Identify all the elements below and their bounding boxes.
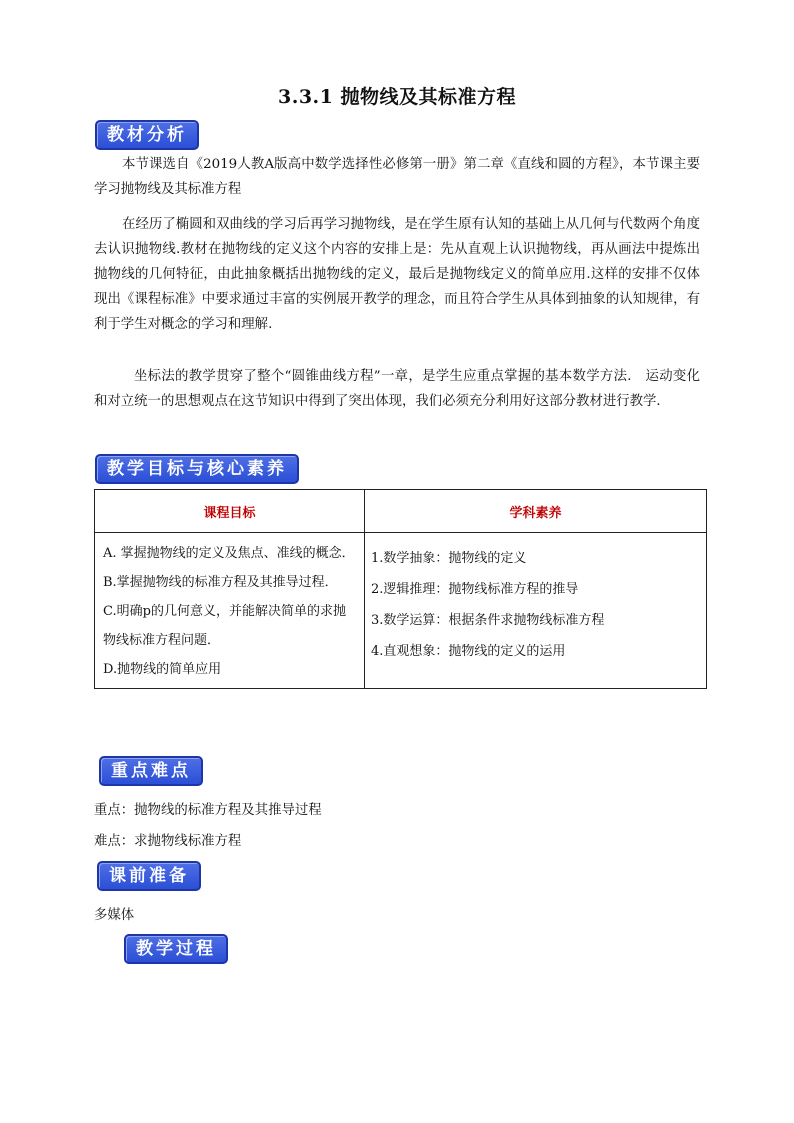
- literacy-item: 2.逻辑推理：抛物线标准方程的推导: [371, 582, 579, 597]
- literacy-item: 4.直观想象：抛物线的定义的运用: [371, 644, 566, 659]
- goals-table: [94, 489, 707, 689]
- course-goal-item: B.掌握抛物线的标准方程及其推导过程．: [103, 575, 338, 590]
- difficult-point-text: 难点：求抛物线标准方程: [94, 834, 242, 849]
- course-goals-cell: [95, 533, 365, 689]
- header-course-goals: 课程目标: [95, 490, 365, 533]
- course-goal-item: D.抛物线的简单应用: [103, 662, 222, 677]
- section-badge-goals: 教学目标与核心素养: [95, 454, 299, 484]
- literacy-item: 3.数学运算：根据条件求抛物线标准方程: [371, 613, 605, 628]
- literacy-cell: [365, 533, 707, 689]
- goals-table-body-row: [95, 533, 707, 689]
- goals-table-header-row: [95, 490, 707, 533]
- section-badge-process: 教学过程: [124, 934, 228, 964]
- section-badge-keypoints: 重点难点: [99, 756, 203, 786]
- section-badge-analysis: 教材分析: [95, 120, 199, 150]
- key-point-text: 重点：抛物线的标准方程及其推导过程: [94, 803, 322, 818]
- literacy-item: 1.数学抽象：抛物线的定义: [371, 551, 527, 566]
- header-subject-literacy: 学科素养: [365, 490, 707, 533]
- section-badge-prep: 课前准备: [97, 861, 201, 891]
- analysis-paragraph-3: 坐标法的教学贯穿了整个“圆锥曲线方程”一章，是学生应重点掌握的基本数学方法． 运动变化和对立统一的思想观点在这节知识中得到了突出体现，我们必须充分利用好这部分教材进行教学．: [94, 369, 700, 409]
- analysis-paragraph-2: 在经历了椭圆和双曲线的学习后再学习抛物线，是在学生原有认知的基础上从几何与代数两个角度去认识抛物线.教材在抛物线的定义这个内容的安排上是：先从直观上认识抛物线，再从画法中提炼出抛物线的几何特征，由此抽象概括出抛物线的定义，最后是抛物线定义的简单应用.这样的安排不仅体现出《课程标准》中要求通过丰富的实例展开教学的理念，而且符合学生从具体到抽象的认知规律，有利于学生对概念的学习和理解.: [94, 217, 700, 332]
- prep-text: 多媒体: [94, 908, 135, 923]
- page-title: 3.3.1 抛物线及其标准方程: [277, 86, 516, 108]
- analysis-paragraph-1: 本节课选自《2019人教A版高中数学选择性必修第一册》第二章《直线和圆的方程》，本节课主要学习抛物线及其标准方程: [94, 157, 700, 197]
- course-goal-item: A. 掌握抛物线的定义及焦点、准线的概念．: [103, 546, 355, 561]
- course-goal-item: C.明确p的几何意义，并能解决简单的求抛物线标准方程问题．: [103, 604, 346, 648]
